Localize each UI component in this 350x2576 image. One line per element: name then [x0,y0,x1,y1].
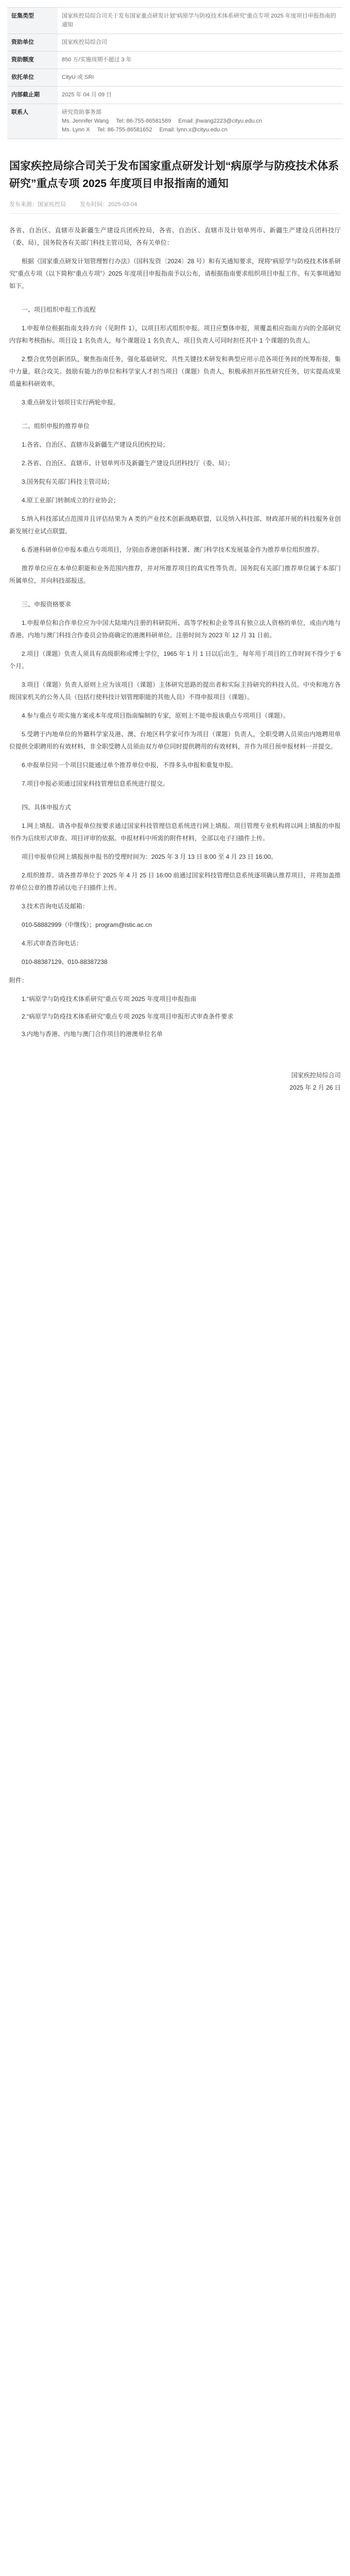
signature: 国家疾控局综合司 [291,1072,341,1079]
paragraph: 4.参与重点专项实施方案或本年度项目指南编制的专家，原则上不能申报该重点专项项目（课题）。 [22,712,290,719]
attachment-link[interactable]: 1.“病原学与防疫技术体系研究”重点专项 2025 年度项目申报指南 [22,995,197,1003]
paragraph: 5.受聘于内地单位的外籍科学家及港、澳、台地区科学家可作为项目（课题）负责人，全职受聘人员须由内地聘用单位提供全职聘用的有效材料，非全职受聘人员须由双方单位同时提供聘用的有效材料，并作为项目预申报材料一并提交。 [9,731,341,750]
section [9,801,341,968]
info-row [7,34,343,52]
paragraph: 010-88387129、010-88387238 [22,958,108,965]
sign-date: 2025 年 2 月 26 日 [289,1084,341,1091]
section-heading: 一、项目组织申报工作流程 [22,306,96,313]
paragraph: 1.网上填报。请各申报单位按要求通过国家科技管理信息系统进行网上填报。项目管理专业机构将以网上填报的申报书作为后续形式审查、项目评审的依据。申报材料中所需的附件材料，全部以电子扫描件上传。 [9,822,341,842]
contact-key: 联系人 [7,104,58,139]
info-key: 内部截止期 [7,87,58,104]
section-heading: 二、组织申报的推荐单位 [22,422,90,430]
section-heading: 三、申报资格要求 [22,601,72,608]
article-source: 发布来源：国家疾控局 [9,201,66,208]
contact-tel: Tel: 86-755-86581589 [116,118,171,124]
info-key: 资助额度 [7,52,58,69]
paragraph: 5.纳入科技部试点范围并且评估结果为 A 类的产业技术创新战略联盟，以及纳入科技部、财政部开展的科技服务业创新发展行业试点联盟。 [9,515,341,535]
paragraph: 3.技术咨询电话及邮箱： [22,903,89,910]
paragraph: 3.国务院有关部门科技主管司局； [22,478,114,485]
contact-name: Ms. Jennifer Wang [62,118,109,124]
attachments-label: 附件： [9,977,28,984]
paragraph: 3.项目（课题）负责人原则上应为该项目（课题）主体研究思路的提出者和实际主持研究的科技人员。中央和地方各级国家机关的公务人员（包括行使科技计划管理职能的其他人员）不得申报项目（课题）。 [9,681,341,701]
contact-email-link[interactable]: Email: jhwang2223@cityu.edu.cn [178,118,262,124]
section [9,420,341,587]
intro [9,255,341,292]
attachment-link[interactable]: 3.内地与香港、内地与澳门合作项目的港澳单位名单 [22,1030,163,1038]
article-sections [9,303,341,968]
paragraph: 4.原工业部门转制成立的行业协会； [22,497,120,504]
info-row [7,69,343,87]
info-key: 依托单位 [7,69,58,87]
contact-office: 研究资助事务部 [62,109,101,115]
section-heading: 四、具体申报方式 [22,804,72,811]
paragraph: 推荐单位应在本单位职能和业务范围内推荐，并对所推荐项目的真实性等负责。国务院有关部门推荐单位属于本部门所属单位，并向科技部报送。 [9,565,341,584]
section [9,303,341,409]
info-value: 国家疾控局综合司关于发布国家重点研发计划“病原学与防疫技术体系研究”重点专项 2025 年度项目申报指南的通知 [58,8,343,34]
info-table [7,7,343,139]
info-value: 国家疾控局综合司 [58,34,343,52]
signature-block [9,1069,341,1094]
info-row [7,52,343,69]
info-row [7,8,343,34]
paragraph: 1.各省、自治区、直辖市及新疆生产建设兵团疾控局； [22,441,169,448]
contact-email-link[interactable]: Email: lynn.x@cityu.edu.cn [159,127,227,133]
info-row [7,87,343,104]
contact-tel: Tel: 86-755-86581652 [97,127,152,133]
paragraph: 2.整合优势创新团队，聚焦指南任务，强化基础研究、共性关键技术研发和典型应用示范各项任务间的统筹衔接，集中力量，联合攻关。鼓励有能力的单位和科学家人才担当项目（课题）负责人，积极承担开拓性研究任务，切实提高成果质量和科研效率。 [9,355,341,387]
info-key: 资助单位 [7,34,58,52]
paragraph: 1.申报单位根据指南支持方向（见附件 1），以项目形式组织申报。项目应整体申报，须覆盖相应指南方向的全部研究内容和考核指标。项目设 1 名负责人，每个课题设 1 名负责人，项目负责人可同时担任其中 1 个课题的负责人。 [9,325,341,344]
paragraph: 7.项目申报必须通过国家科技管理信息系统进行提交。 [22,780,169,787]
contact-value [58,104,343,139]
paragraph: 010-58882999（中继线）；program@istic.ac.cn [22,921,152,928]
contact-name: Ms. Lynn X [62,127,90,133]
paragraph: 6.香港科研单位申报本重点专项项目，分别由香港创新科技署、澳门科学技术发展基金作为推荐单位组织推荐。 [22,546,324,553]
paragraph: 6.申报单位同一个项目只能通过单个推荐单位申报，不得多头申报和重复申报。 [22,761,237,769]
article-date: 发布时间：2025-03-04 [80,201,137,208]
paragraph: 项目申报单位网上填报预申报书的受理时间为：2025 年 3 月 13 日 8:00 至 4 月 23 日 16:00。 [22,853,277,860]
article-title: 国家疾控局综合司关于发布国家重点研发计划“病原学与防疫技术体系研究”重点专项 2025 年度项目申报指南的通知 [9,160,339,190]
paragraph: 2.组织推荐。请各推荐单位于 2025 年 4 月 25 日 16:00 前通过国家科技管理信息系统逐项确认推荐项目，并将加盖推荐单位公章的推荐函以电子扫描件上传。 [9,872,341,891]
info-value: 850 万/实施周期不超过 3 年 [58,52,343,69]
article [9,139,341,1094]
article-source-line [9,200,341,214]
section [9,598,341,790]
contact-row [7,104,343,139]
contact-line [62,117,339,126]
info-value: CityU 或 SRI [58,69,343,87]
salutation: 各省、自治区、直辖市及新疆生产建设兵团疾控局，各省、自治区、直辖市及计划单列市、新疆生产建设兵团科技厅（委、局），国务院各有关部门科技主管司局，各有关单位： [9,227,341,246]
attachment-link[interactable]: 2.“病原学与防疫技术体系研究”重点专项 2025 年度项目申报形式审查条件要求 [22,1013,234,1020]
attachment-list [9,993,341,1040]
paragraph: 2.各省、自治区、直辖市、计划单列市及新疆生产建设兵团科技厅（委、局）； [22,460,234,467]
paragraph: 4.形式审查咨询电话： [22,940,83,947]
paragraph: 3.重点研发计划项目实行两轮申报。 [22,399,120,406]
contact-line [62,126,339,134]
paragraph: 2.项目（课题）负责人须具有高级职称或博士学位，1965 年 1 月 1 日以后出生，每年用于项目的工作时间不得少于 6 个月。 [9,650,341,670]
paragraph: 1.申报单位和合作单位应为中国大陆境内注册的科研院所、高等学校和企业等具有独立法人资格的单位，或由内地与香港、内地与澳门科技合作委员会协商确定的港澳科研单位。注册时间为 2023 年 12 月 31 日前。 [9,619,341,639]
intro-paragraph: 根据《国家重点研发计划管理暂行办法》（国科发资〔2024〕28 号）和有关通知要求，现将“病原学与防疫技术体系研究”重点专项（以下简称“重点专项”）2025 年度项目申报指南予以公布，请根据指南要求组织项目申报工作。有关事项通知如下。 [9,258,341,290]
info-key: 征集类型 [7,8,58,34]
info-value: 2025 年 04 月 09 日 [58,87,343,104]
